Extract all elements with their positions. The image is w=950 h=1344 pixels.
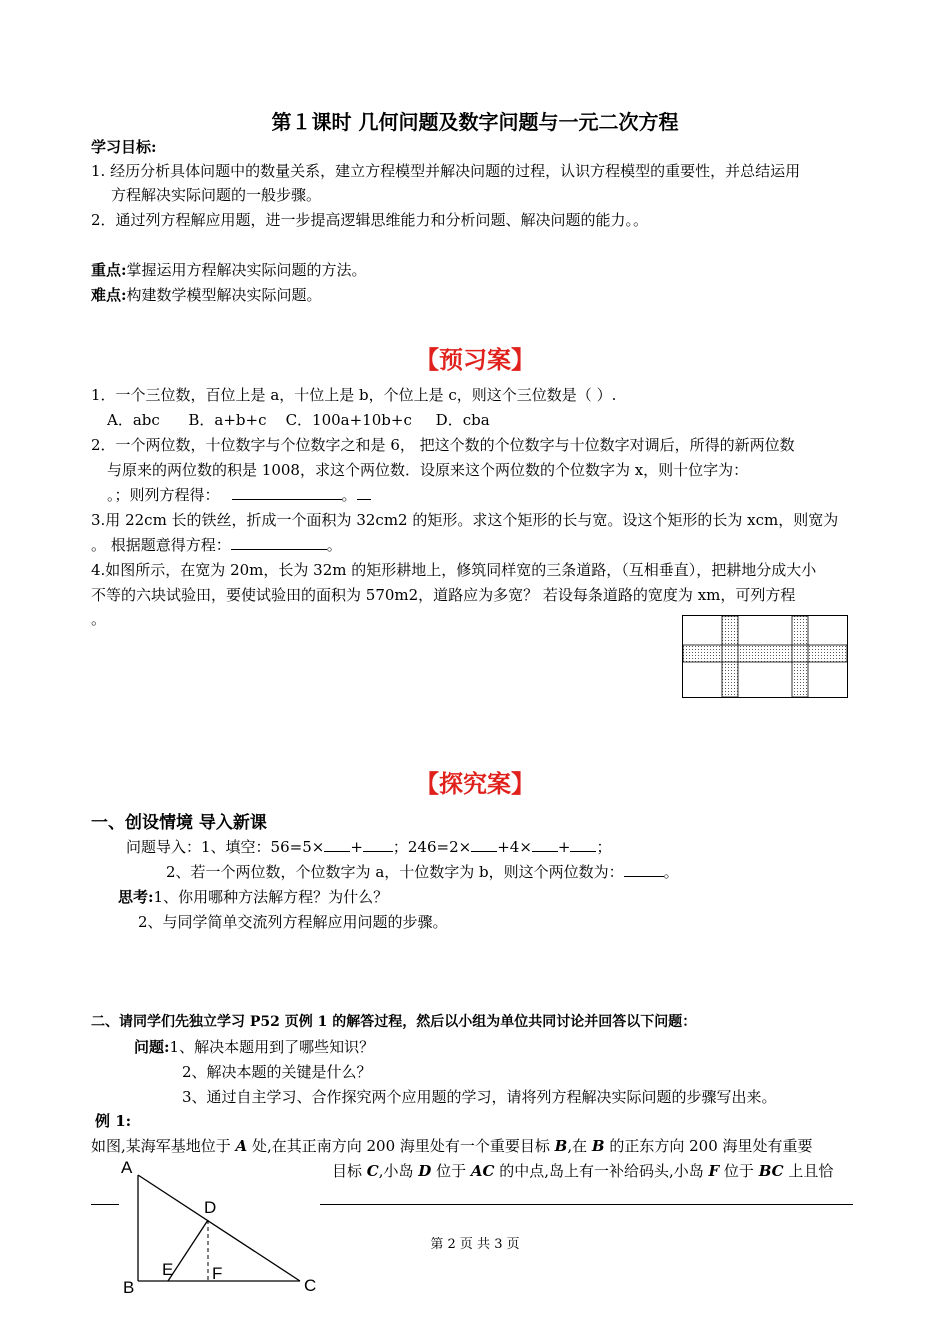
footer-rule-left: [91, 1204, 119, 1205]
preview-q3-line-a: 3.用 22cm 长的铁丝，折成一个面积为 32cm2 的矩形。求这个矩形的长与宽。设这个矩形的长为 xcm，则宽为: [91, 511, 839, 529]
preview-q2-line-b: 与原来的两位数的积是 1008，求这个两位数．设原来这个两位数的个位数字为 x，则十位字为：: [107, 461, 749, 479]
goals-heading: 学习目标:: [91, 138, 157, 156]
goal-1-line-b: 方程解决实际问题的一般步骤。: [111, 186, 322, 204]
think-1: 思考:1、你用哪种方法解方程？为什么？: [118, 888, 389, 906]
goal-1-line-a: 1. 经历分析具体问题中的数量关系，建立方程模型并解决问题的过程，认识方程模型的重要性，并总结运用: [91, 162, 801, 180]
preview-heading: 【预习案】: [415, 345, 535, 374]
preview-q1: 1．一个三位数，百位上是 a，十位上是 b，个位上是 c，则这个三位数是（ ）.: [91, 386, 617, 404]
label-f: F: [212, 1264, 223, 1283]
label-d: D: [204, 1198, 217, 1217]
triangle-diagram: [118, 1153, 328, 1298]
question-1: 问题:1、解决本题用到了哪些知识？: [134, 1038, 375, 1056]
intro-question-1: 问题导入：1、填空：56=5× + ；246=2× +4× + ；: [126, 838, 612, 856]
example-line-2: 目标 C,小岛 D 位于 AC 的中点,岛上有一补给码头,小岛 F 位于 BC 上且恰: [332, 1162, 834, 1180]
preview-q2-line-a: 2．一个两位数，十位数字与个位数字之和是 6， 把这个数的个位数字与十位数字对调后，所得的新两位数: [91, 436, 795, 454]
preview-q2-line-c: 。；则列方程得： 。: [107, 484, 371, 505]
part1-title: 一、创设情境 导入新课: [91, 813, 267, 833]
q2-answer-blank[interactable]: [232, 485, 342, 500]
example-label: 例 1:: [95, 1112, 132, 1130]
label-b: B: [123, 1278, 135, 1297]
preview-q1-options: A．abc B．a+b+c C．100a+10b+c D．cba: [107, 411, 490, 429]
preview-q4-line-b: 不等的六块试验田，要使试验田的面积为 570m2，道路应为多宽？ 若设每条道路的宽度为 xm，可列方程: [91, 586, 796, 604]
question-3: 3、通过自主学习、合作探究两个应用题的学习，请将列方程解决实际问题的步骤写出来。: [182, 1088, 777, 1106]
label-c: C: [304, 1276, 317, 1295]
page-footer: 第 2 页 共 3 页: [430, 1237, 520, 1252]
difficult-point: 难点:构建数学模型解决实际问题。: [91, 286, 322, 304]
question-2: 2、解决本题的关键是什么？: [182, 1063, 372, 1081]
preview-q3-line-b: 。 根据题意得方程： 。: [91, 536, 342, 554]
goal-2: 2．通过列方程解应用题，进一步提高逻辑思维能力和分析问题、解决问题的能力。。: [91, 211, 649, 229]
page-title: 第１课时 几何问题及数字问题与一元二次方程: [271, 110, 679, 134]
q3-answer-blank[interactable]: [231, 535, 327, 550]
think-2: 2、与同学简单交流列方程解应用问题的步骤。: [138, 913, 448, 931]
key-point: 重点:掌握运用方程解决实际问题的方法。: [91, 261, 367, 279]
preview-q4-line-c: 。: [91, 610, 107, 628]
label-e: E: [162, 1260, 174, 1279]
preview-q4-line-a: 4.如图所示，在宽为 20m，长为 32m 的矩形耕地上，修筑同样宽的三条道路，（互相垂直），把耕地分成大小: [91, 561, 817, 579]
intro-question-2: 2、若一个两位数，个位数字为 a，十位数字为 b，则这个两位数为： 。: [166, 863, 679, 881]
part2-title: 二、请同学们先独立学习 P52 页例 1 的解答过程，然后以小组为单位共同讨论并回答以下问题：: [91, 1014, 697, 1030]
example-line-1: 如图,某海军基地位于 A 处,在其正南方向 200 海里处有一个重要目标 B,在 B 的正东方向 200 海里处有重要: [91, 1137, 813, 1155]
explore-heading: 【探究案】: [415, 769, 535, 798]
label-a: A: [121, 1158, 133, 1177]
footer-rule-right: [320, 1204, 853, 1205]
road-field-diagram: [682, 615, 848, 698]
horizontal-road: [683, 645, 847, 662]
